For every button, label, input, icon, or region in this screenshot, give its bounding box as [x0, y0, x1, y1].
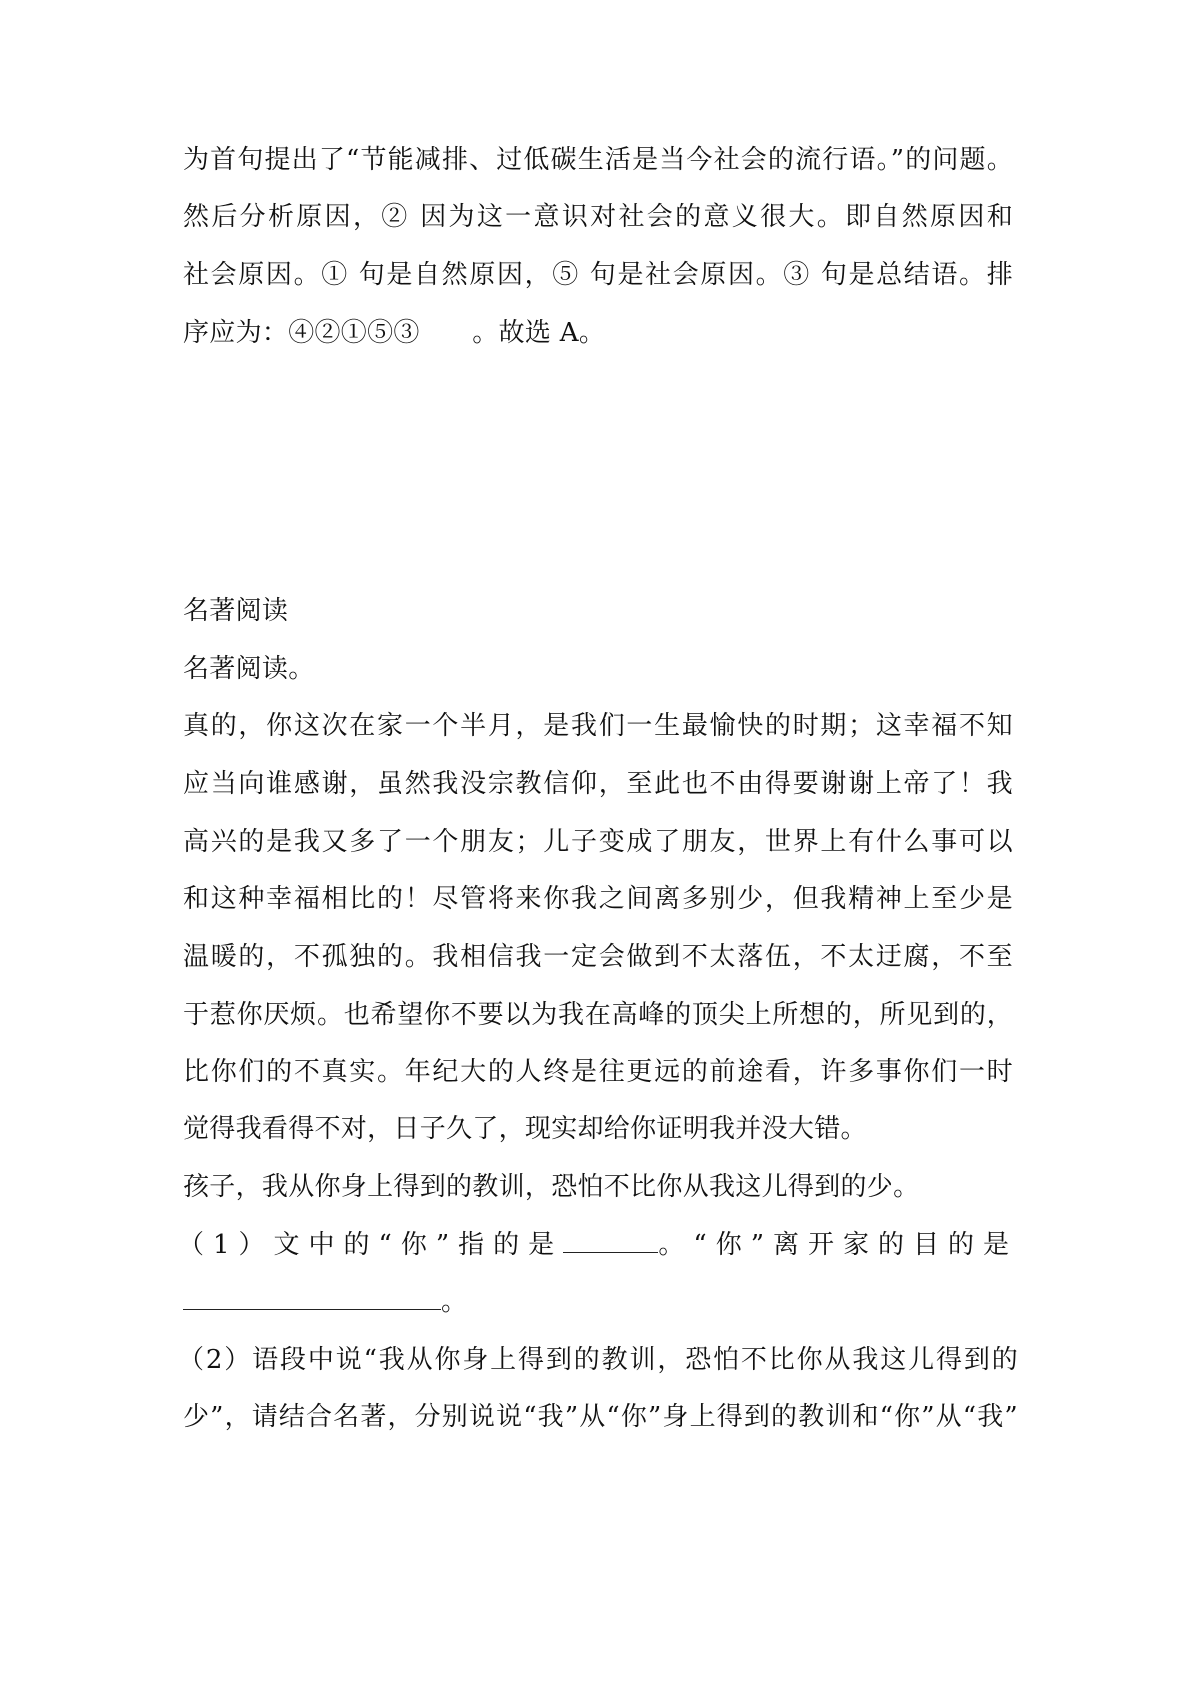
section-instruction: 名著阅读。	[183, 654, 315, 684]
passage-line-9: 孩子，我从你身上得到的教训，恐怕不比你从我这儿得到的少。	[183, 1172, 920, 1202]
passage-line-2: 应当向谁感谢，虽然我没宗教信仰，至此也不由得要谢谢上帝了！我	[183, 769, 1013, 799]
question-1-prompt: （1）文中的“你”指的是	[178, 1230, 564, 1260]
passage-line-5: 温暖的，不孤独的。我相信我一定会做到不太落伍，不太迂腐，不至	[183, 942, 1013, 972]
answer-blank-1[interactable]	[563, 1230, 658, 1253]
question-1	[178, 1228, 1018, 1262]
question-1-prompt-continued: 。“你”离开家的目的是	[658, 1230, 1018, 1260]
passage-line-8: 觉得我看得不对，日子久了，现实却给你证明我并没大错。	[183, 1114, 867, 1144]
answer-blank-2[interactable]	[183, 1287, 441, 1310]
explanation-line-3: 社会原因。① 句是自然原因，⑤ 句是社会原因。③ 句是总结语。排	[183, 260, 1013, 290]
question-2-line-1: （2）语段中说“我从你身上得到的教训，恐怕不比你从我这儿得到的	[178, 1345, 1018, 1375]
passage-line-6: 于惹你厌烦。也希望你不要以为我在高峰的顶尖上所想的，所见到的，	[183, 1000, 1013, 1030]
question-1-end-mark: 。	[441, 1287, 468, 1317]
explanation-line-2: 然后分析原因，② 因为这一意识对社会的意义很大。即自然原因和	[183, 202, 1013, 232]
passage-line-7: 比你们的不真实。年纪大的人终是往更远的前途看，许多事你们一时	[183, 1057, 1013, 1087]
passage-line-1: 真的，你这次在家一个半月，是我们一生最愉快的时期；这幸福不知	[183, 711, 1013, 741]
explanation-line-4: 序应为：④②①⑤③ 。故选 A。	[183, 318, 606, 348]
explanation-line-1: 为首句提出了“节能减排、过低碳生活是当今社会的流行语。”的问题。	[183, 145, 1013, 175]
section-title: 名著阅读	[183, 596, 289, 626]
question-1-second-line	[183, 1285, 1013, 1319]
question-2-line-2: 少”，请结合名著，分别说说“我”从“你”身上得到的教训和“你”从“我”	[183, 1402, 1018, 1432]
passage-line-4: 和这种幸福相比的！尽管将来你我之间离多别少，但我精神上至少是	[183, 884, 1013, 914]
passage-line-3: 高兴的是我又多了一个朋友；儿子变成了朋友，世界上有什么事可以	[183, 827, 1013, 857]
